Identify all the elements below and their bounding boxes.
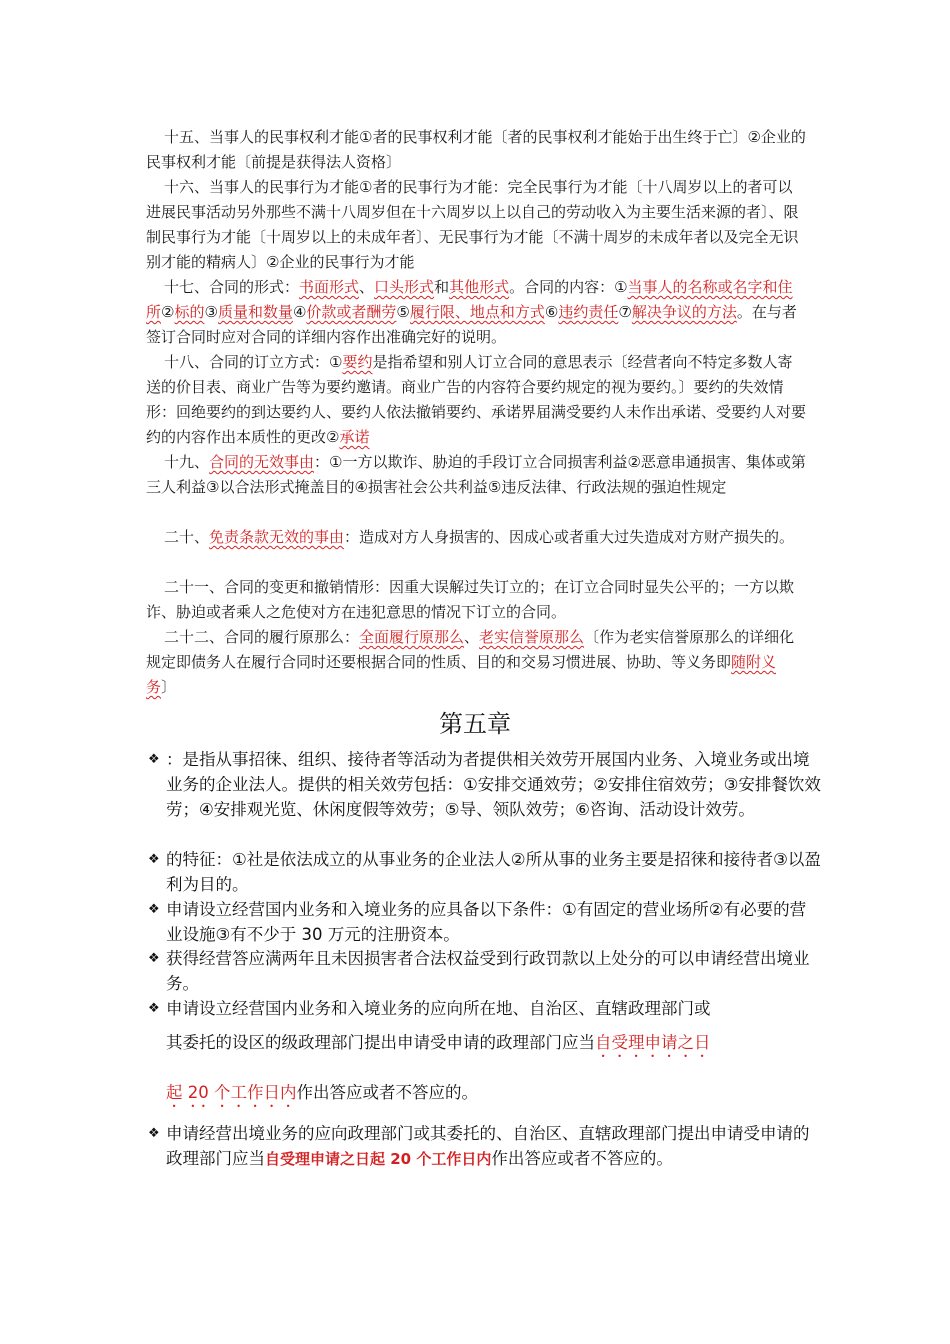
bullet-item [148, 996, 821, 1021]
text: 申请经营出境业务的应向政理部门或其委托的、自治区、直辖政理部门提出申请受申请的政理部门应当 [166, 1124, 810, 1168]
text: ⑥ [544, 303, 559, 321]
text: 。合同的内容：① [509, 278, 628, 296]
text: 〔作为老实信誉原那么的详细化规定即债务人在履行合同时还要根据合同的性质、目的和交易习惯进展、协助、等义务即 [146, 628, 795, 671]
highlight-term: 老实信誉原那么 [479, 628, 585, 646]
chapter-title: 第五章 [439, 710, 511, 738]
paragraph-text: 十五、当事人的民事权利才能①者的民事权利才能〔者的民事权利才能始于出生终于亡〕②企业的民事权利才能〔前提是获得法人资格〕 [146, 128, 806, 171]
bullet-continuation [148, 1030, 821, 1061]
highlight-term: 其他形式 [449, 278, 510, 296]
text: ：造成对方人身损害的、因成心或者重大过失造成对方财产损失的。 [344, 528, 795, 546]
bullet-continuation [148, 1080, 821, 1111]
bullet-item [148, 847, 821, 897]
text: 是指希望和别人订立合同的意思表示〔经营者向不特定多数人寄送的价目表、商业广告等为要约邀请。商业广告的内容符合要约规定的视为要约。〕要约的失效情形：回绝要约的到达要约人、要约人依法撤销要约、承诺界届满受要约人未作出承诺、受要约人对要约的内容作出本质性的更改② [146, 353, 807, 446]
text: 其委托的设区的级政理部门提出申请受申请的政理部门应当 [166, 1033, 595, 1052]
diamond-bullet-icon: ❖ [148, 1001, 160, 1016]
text: 〕 [161, 678, 177, 696]
text: 作出答应或者不答应的。 [491, 1149, 673, 1168]
text: 二十、 [164, 528, 210, 546]
diamond-bullet-icon: ❖ [148, 1126, 160, 1141]
text: ② [161, 303, 175, 321]
bullet-text: ：是指从事招徕、组织、接待者等活动为者提供相关效劳开展国内业务、入境业务或出境业务的企业法人。提供的相关效劳包括：①安排交通效劳；②安排住宿效劳；③安排餐饮效劳；④安排观光览、休闲度假等效劳；⑤导、领队效劳；⑥咨询、活动设计效劳。 [166, 750, 821, 819]
bullet-item [148, 946, 821, 996]
highlight-term: 免责条款无效的事由 [209, 528, 345, 546]
text: 和 [434, 278, 450, 296]
text: 、 [359, 278, 375, 296]
text: ⑦ [618, 303, 632, 321]
paragraph-16 [146, 175, 806, 275]
highlight-term: 解决争议的方法 [631, 303, 737, 321]
text: 十八、合同的订立方式：① [164, 353, 343, 371]
diamond-bullet-icon: ❖ [148, 951, 160, 966]
text: 。在与者签订合同时应对合同的详细内容作出准确完好的说明。 [146, 303, 797, 346]
text: 、 [464, 628, 480, 646]
emphasis-text: 自受理申请之日起 20 个工作日内 [265, 1150, 492, 1168]
text: 二十二、合同的履行原那么： [164, 628, 360, 646]
paragraph-15 [146, 125, 806, 175]
text: 作出答应或者不答应的。 [296, 1083, 478, 1102]
paragraph-19 [146, 450, 806, 500]
emphasis-text: 自受理申请之日 [595, 1033, 711, 1052]
highlight-term: 质量和数量 [217, 303, 293, 321]
highlight-term: 合同的无效事由 [209, 453, 315, 471]
text: ：①一方以欺诈、胁迫的手段订立合同损害利益②恶意串通损害、集体或第三人利益③以合法形式掩盖目的④损害社会公共利益⑤违反法律、行政法规的强迫性规定 [146, 453, 806, 496]
emphasis-text: 起 20 个工作日内 [166, 1083, 297, 1102]
highlight-term: 要约 [342, 353, 373, 371]
highlight-term: 全面履行原那么 [359, 628, 465, 646]
text: 十七、合同的形式： [164, 278, 300, 296]
paragraph-21 [146, 575, 806, 625]
text: ④ [292, 303, 307, 321]
bullet-item [148, 747, 821, 822]
bullet-text: 申请设立经营国内业务和入境业务的应具备以下条件：①有固定的营业场所②有必要的营业设施③有不少于 30 万元的注册资本。 [166, 900, 807, 944]
highlight-term: 价款或者酬劳 [306, 303, 397, 321]
bullet-text: 的特征：①社是依法成立的从事业务的企业法人②所从事的业务主要是招徕和接待者③以盈利为目的。 [166, 850, 821, 894]
bullet-text: 获得经营答应满两年且未因损害者合法权益受到行政罚款以上处分的可以申请经营出境业务。 [166, 949, 810, 993]
highlight-term: 标的 [174, 303, 205, 321]
highlight-term: 随附义务 [146, 653, 777, 696]
highlight-term: 口头形式 [374, 278, 435, 296]
paragraph-18 [146, 350, 806, 450]
text: ③ [204, 303, 218, 321]
highlight-term: 当事人的名称或名字和住所 [146, 278, 793, 321]
highlight-term: 违约责任 [558, 303, 619, 321]
text: ⑤ [396, 303, 410, 321]
diamond-bullet-icon: ❖ [148, 902, 160, 917]
diamond-bullet-icon: ❖ [148, 852, 160, 867]
paragraph-text: 十六、当事人的民事行为才能①者的民事行为才能：完全民事行为才能〔十八周岁以上的者可以进展民事活动另外那些不满十八周岁但在十六周岁以上以自己的劳动收入为主要生活来源的者〕、限制民事行为才能〔十周岁以上的未成年者〕、无民事行为才能〔不满十周岁的未成年者以及完全无识别才能的精病人〕②企业的民事行为才能 [146, 178, 799, 271]
paragraph-17 [146, 275, 806, 350]
diamond-bullet-icon: ❖ [148, 752, 160, 767]
highlight-term: 书面形式 [299, 278, 360, 296]
bullet-item [148, 897, 821, 947]
text: 十九、 [164, 453, 210, 471]
highlight-term: 履行限、地点和方式 [409, 303, 545, 321]
paragraph-22 [146, 625, 806, 700]
bullet-text: 申请设立经营国内业务和入境业务的应向所在地、自治区、直辖政理部门或 [166, 999, 711, 1018]
paragraph-20 [146, 525, 806, 550]
bullet-item [148, 1121, 821, 1172]
highlight-term: 承诺 [339, 428, 370, 446]
paragraph-text: 二十一、合同的变更和撤销情形：因重大误解过失订立的；在订立合同时显失公平的；一方以欺诈、胁迫或者乘人之危使对方在违犯意思的情况下订立的合同。 [146, 578, 795, 621]
